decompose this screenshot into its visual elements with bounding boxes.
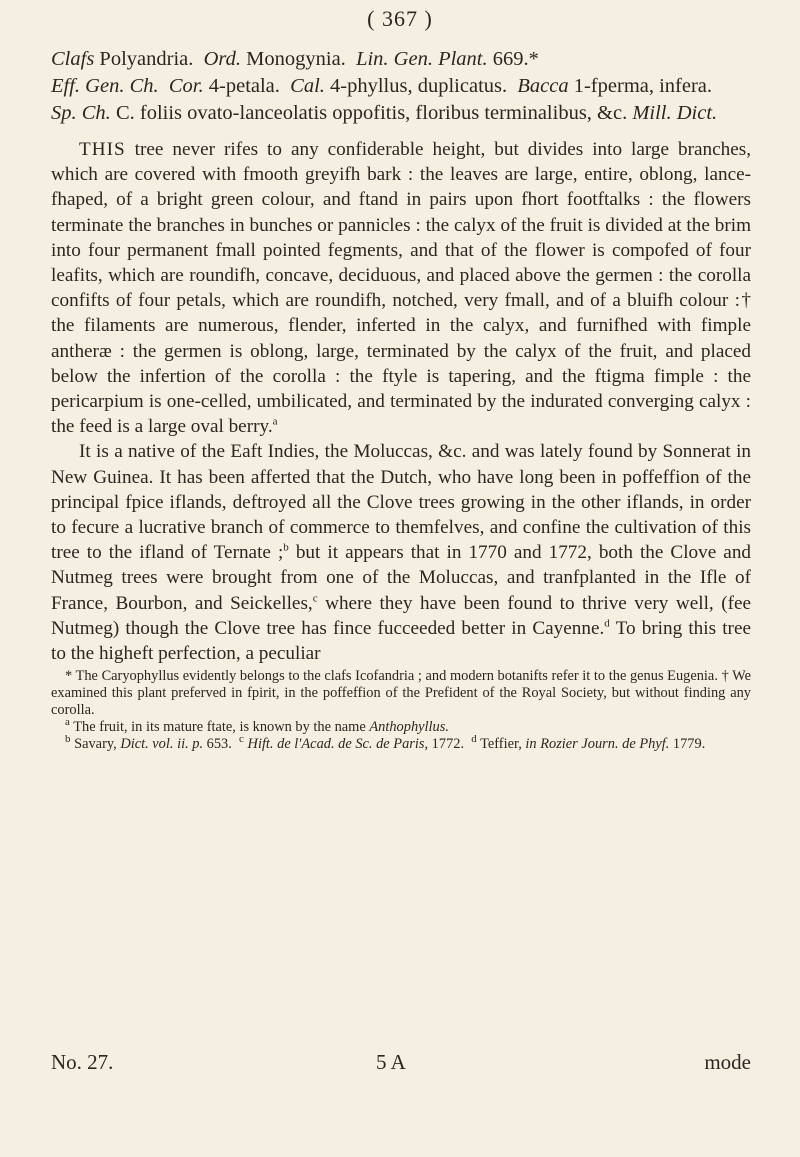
footnote-b-ref: Dict. vol. ii. p. [120,736,204,753]
note-mark-b: b [283,541,289,554]
sp-value: C. foliis ovato-lanceolatis oppofitis, floribus terminalibus, &c. [115,102,628,124]
lead-word: THIS [79,139,126,160]
footnote-b-mark: b [65,733,71,746]
native-text-a: It is a native of the Eaft Indies, the Moluccas, &c. and was lately found by Sonnerat in New Guinea. It has been afferted that the Dutch, who have long been in poffeffion of the principal fpice iflands, deftroyed all the Clove trees growing in the other iflands, in order to fecure a lucrative branch of commerce to themfelves, and confine the cultivation of this tree to the ifland of Ternate ; [51,441,751,564]
main-text [51,137,751,666]
native-text-d: To bring this tree to the higheft perfection, a peculiar [51,617,751,665]
footnote-c-year: 1772. [428,736,465,753]
note-mark-c: c [312,592,318,605]
catchword: mode [704,1050,751,1074]
signature-mark: 5 A [376,1050,406,1074]
footnote-b-page: 653. [203,736,232,753]
page-number: ( 367 ) [367,6,433,31]
class-label: Clafs [51,48,95,70]
note-mark-d: d [604,617,610,630]
specific-character [51,100,751,127]
footnote-c-mark: c [239,733,244,746]
essential-character [51,73,751,100]
footnote-d-mark: d [471,733,477,746]
description-text: tree never rifes to any confiderable height, but divides into large branches, which are covered with fmooth greyifh bark : the leaves are large, entire, oblong, lance-fhaped, of a bright green colour, and ftand in pairs upon fhort footftalks : the flowers terminate the branches in bunches or pannicles : the calyx of the fruit is divided at the brim into four permanent fmall pointed fegments, and that of the flower is compofed of four leafits, which are roundifh, concave, deciduous, and placed above the germen : the corolla confifts of four petals, which are roundifh, notched, very fmall, and of a bluifh colour :† the filaments are numerous, flender, inferted in the calyx, and furnifhed with fimple antheræ : the germen is oblong, large, terminated by the calyx of the fruit, and placed below the infertion of the corolla : the ftyle is tapering, and the ftigma fimple : the pericarpium is one-celled, umbilicated, and terminated by the indurated converging calyx : the feed is a large oval berry. [51,139,751,438]
cor-label: Cor. [168,75,204,97]
footnote-star-text: * The Caryophyllus evidently belongs to the clafs Icofandria ; and modern botanifts refer it to the genus Eugenia. [65,668,718,685]
footnote-a [51,716,751,736]
bacca-label: Bacca [517,75,569,97]
paragraph-native [51,439,751,666]
cor-value: 4-petala. [208,75,280,97]
footnote-a-name: Anthophyllus. [369,719,449,736]
footnote-dagger-text: † We examined this plant preferved in fpirit, in the poffeffion of the Prefident of the Royal Society, but without finding any corolla. [51,668,751,719]
ess-label: Eff. Gen. Ch. [51,75,159,97]
classification-line [51,46,751,73]
cal-label: Cal. [290,75,325,97]
footnote-a-text: The fruit, in its mature ftate, is known by the name [69,719,370,736]
footnote-b-text: Savary, [70,736,121,753]
footnote-c-ref: Hift. de l'Acad. de Sc. de Paris, [247,736,429,753]
footnote-star [51,668,751,719]
footnote-d-year: 1779. [669,736,706,753]
footnote-a-mark: a [65,716,70,729]
page-footer [51,1050,751,1078]
issue-number: No. 27. [51,1050,114,1074]
footnote-bcd [51,733,751,753]
note-mark-a: a [272,415,278,428]
bacca-value: 1-fperma, infera. [573,75,713,97]
genus-value: 669.* [492,48,539,70]
genus-label: Lin. Gen. Plant. [356,48,488,70]
order-label: Ord. [203,48,242,70]
sp-label: Sp. Ch. [51,102,111,124]
page-content [51,46,751,753]
native-text-b: but it appears that in 1770 and 1772, both the Clove and Nutmeg trees were brought from one of the Moluccas, and tranfplanted in the Ifle of France, Bourbon, and Seickelles, [51,542,752,614]
paragraph-description [51,137,751,439]
footnote-d-ref: in Rozier Journ. de Phyf. [525,736,670,753]
footnote-d-text: Teffier, [476,736,522,753]
sp-source: Mill. Dict. [632,102,718,124]
order-value: Monogynia. [246,48,346,70]
cal-value: 4-phyllus, duplicatus. [330,75,508,97]
class-value: Polyandria. [99,48,194,70]
native-text-c: where they have been found to thrive very well, (fee Nutmeg) though the Clove tree has fince fucceeded better in Cayenne. [51,592,752,639]
footnotes [51,668,751,753]
